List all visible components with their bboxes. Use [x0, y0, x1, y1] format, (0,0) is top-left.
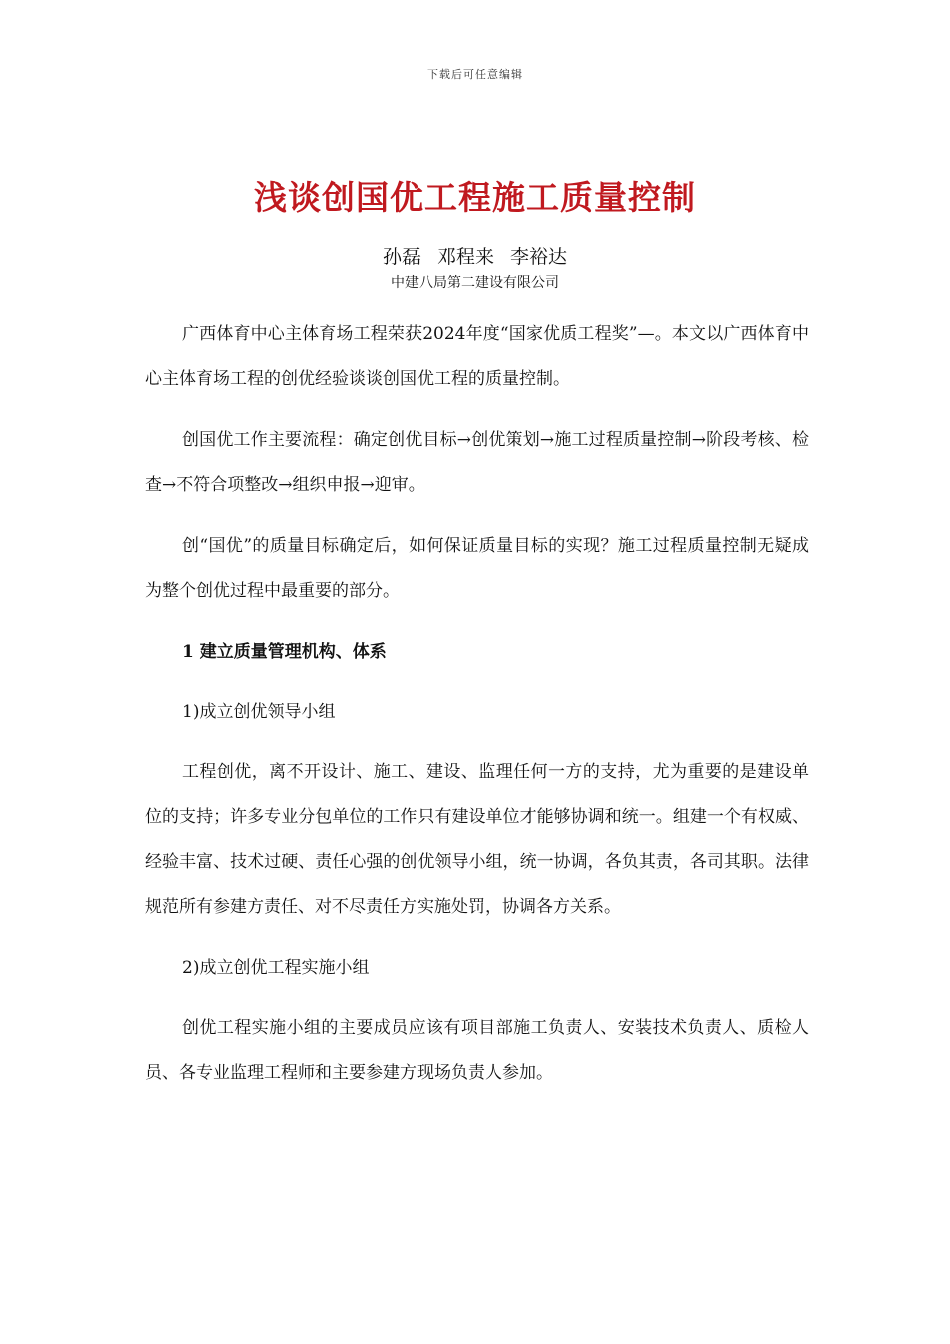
paragraph-implementation-group: 创优工程实施小组的主要成员应该有项目部施工负责人、安装技术负责人、质检人员、各专业监理工程师和主要参建方现场负责人参加。: [145, 1018, 809, 1083]
paragraph-leadership-group: 工程创优，离不开设计、施工、建设、监理任何一方的支持，尤为重要的是建设单位的支持；许多专业分包单位的工作只有建设单位才能够协调和统一。组建一个有权威、经验丰富、技术过硬、责任心强的创优领导小组，统一协调，各负其责，各司其职。法律规范所有参建方责任、对不尽责任方实施处罚，协调各方关系。: [145, 762, 809, 917]
author-list: 孙磊 邓程来 李裕达: [382, 246, 568, 268]
header-note: 下载后可任意编辑: [427, 68, 523, 81]
paragraph-intro: 广西体育中心主体育场工程荣获2024年度“国家优质工程奖”—。本文以广西体育中心主体育场工程的创优经验谈谈创国优工程的质量控制。: [145, 324, 809, 389]
paragraph-process: 创国优工作主要流程：确定创优目标→创优策划→施工过程质量控制→阶段考核、检查→不符合项整改→组织申报→迎审。: [145, 430, 809, 495]
section-heading: 1 建立质量管理机构、体系: [182, 642, 387, 662]
paragraph-quality-goal: 创“国优”的质量目标确定后，如何保证质量目标的实现？施工过程质量控制无疑成为整个创优过程中最重要的部分。: [145, 536, 809, 601]
subsection-heading-2: 2)成立创优工程实施小组: [182, 958, 370, 978]
article-body: [145, 312, 809, 1112]
subsection-heading-1: 1)成立创优领导小组: [182, 702, 336, 722]
article-title: 浅谈创国优工程施工质量控制: [254, 178, 696, 217]
author-affiliation: 中建八局第二建设有限公司: [391, 275, 559, 291]
